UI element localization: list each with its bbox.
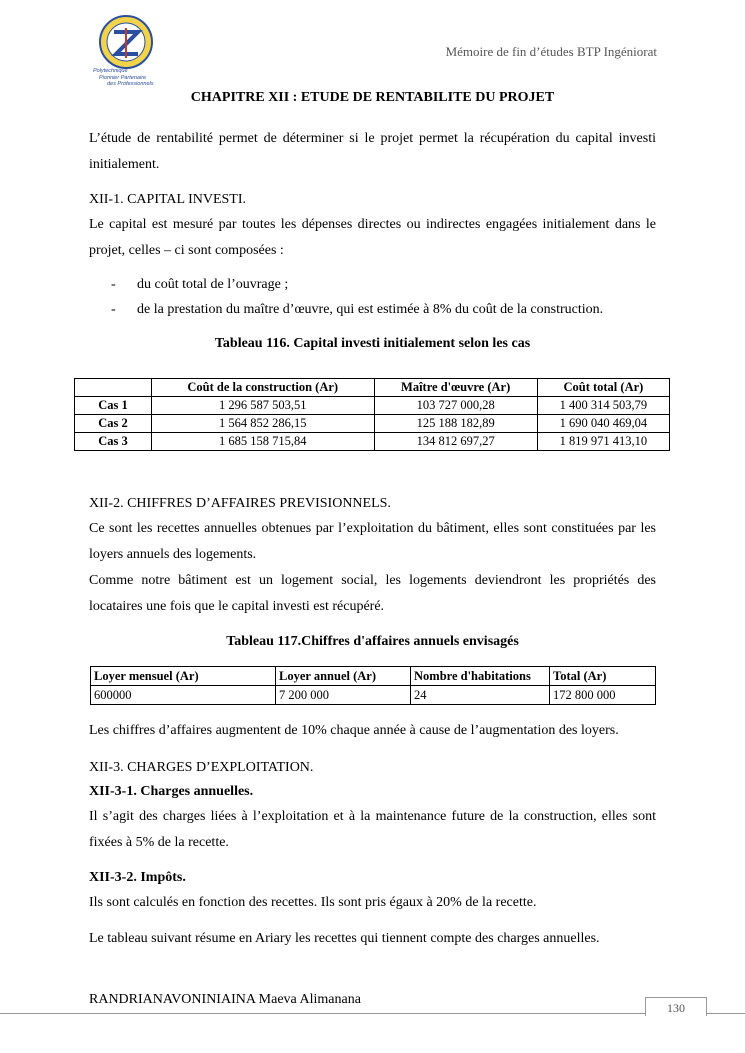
section1-heading: XII-1. CAPITAL INVESTI. [89, 192, 247, 207]
list-item: - de la prestation du maître d’œuvre, qui est estimée à 8% du coût de la construction. [111, 297, 656, 322]
capital-table [74, 378, 670, 451]
table-cell: 172 800 000 [550, 686, 656, 705]
section2-text1: Ce sont les recettes annuelles obtenues par l’exploitation du bâtiment, elles sont constituées par les loyers annuels des logements. [89, 521, 656, 562]
table-cell: 1 400 314 503,79 [537, 397, 669, 415]
table-cell: Cas 1 [75, 397, 152, 415]
table-cell: Cas 3 [75, 433, 152, 451]
table-cell: 1 296 587 503,51 [152, 397, 375, 415]
table-header: Loyer annuel (Ar) [276, 667, 411, 686]
logo-caption: Polytechnique Pionnier Partenaire des Professionnels [93, 68, 154, 87]
section2-text2: Comme notre bâtiment est un logement social, les logements deviendront les propriétés des locataires une fois que le capital investi est récupéré. [89, 573, 656, 614]
table-row [75, 433, 670, 451]
table-cell: 1 690 040 469,04 [537, 415, 669, 433]
table-row [91, 686, 656, 705]
table-header: Nombre d'habitations [411, 667, 550, 686]
table-cell: 600000 [91, 686, 276, 705]
section2-heading: XII-2. CHIFFRES D’AFFAIRES PREVISIONNELS. [89, 496, 391, 511]
page-number: 130 [645, 997, 707, 1016]
footer-author: RANDRIANAVONINIAINA Maeva Alimanana [89, 992, 361, 1007]
table-header: Loyer mensuel (Ar) [91, 667, 276, 686]
list-item: - du coût total de l’ouvrage ; [111, 272, 656, 297]
section1-text: Le capital est mesuré par toutes les dépenses directes ou indirectes engagées initialement dans le projet, celles – ci sont composées : [89, 217, 656, 258]
table-header [75, 379, 152, 397]
subsection-taxes-heading: XII-3-2. Impôts. [89, 870, 186, 885]
table116-caption: Tableau 116. Capital investi initialement selon les cas [214, 336, 531, 351]
table-cell: 7 200 000 [276, 686, 411, 705]
section2 [89, 492, 656, 652]
cost-list [111, 272, 656, 322]
table-row [75, 397, 670, 415]
section3-heading: XII-3. CHARGES D’EXPLOITATION. [89, 760, 314, 775]
subsection-charges-text: Il s’agit des charges liées à l’exploitation et à la maintenance future de la construction, elles sont fixées à 5% de la recette. [89, 809, 656, 850]
table-cell: 24 [411, 686, 550, 705]
table-cell: 125 188 182,89 [374, 415, 537, 433]
table-header: Coût total (Ar) [537, 379, 669, 397]
subsection-charges-heading: XII-3-1. Charges annuelles. [89, 784, 254, 799]
intro-paragraph: L’étude de rentabilité permet de déterminer si le projet permet la récupération du capital investi initialement. [89, 131, 656, 172]
table117-caption: Tableau 117.Chiffres d'affaires annuels envisagés [226, 634, 519, 649]
table-cell: Cas 2 [75, 415, 152, 433]
page-body [89, 88, 656, 354]
section3 [89, 718, 656, 952]
table-cell: 1 819 971 413,10 [537, 433, 669, 451]
table-header: Maître d'œuvre (Ar) [374, 379, 537, 397]
table-header: Coût de la construction (Ar) [152, 379, 375, 397]
closing-text: Le tableau suivant résume en Ariary les recettes qui tiennent compte des charges annuelles. [89, 931, 600, 946]
after-table117-text: Les chiffres d’affaires augmentent de 10% chaque année à cause de l’augmentation des loyers. [89, 723, 619, 738]
table-header-row [91, 667, 656, 686]
table-header-row [75, 379, 670, 397]
running-header: Mémoire de fin d’études BTP Ingéniorat [445, 44, 657, 59]
table-cell: 134 812 697,27 [374, 433, 537, 451]
revenue-table [90, 666, 656, 705]
footer-divider [0, 1013, 745, 1014]
subsection-taxes-text: Ils sont calculés en fonction des recettes. Ils sont pris égaux à 20% de la recette. [89, 895, 537, 910]
chapter-title: CHAPITRE XII : ETUDE DE RENTABILITE DU PROJET [190, 90, 555, 105]
table-row [75, 415, 670, 433]
table-header: Total (Ar) [550, 667, 656, 686]
table-cell: 1 685 158 715,84 [152, 433, 375, 451]
table-cell: 1 564 852 286,15 [152, 415, 375, 433]
table-cell: 103 727 000,28 [374, 397, 537, 415]
